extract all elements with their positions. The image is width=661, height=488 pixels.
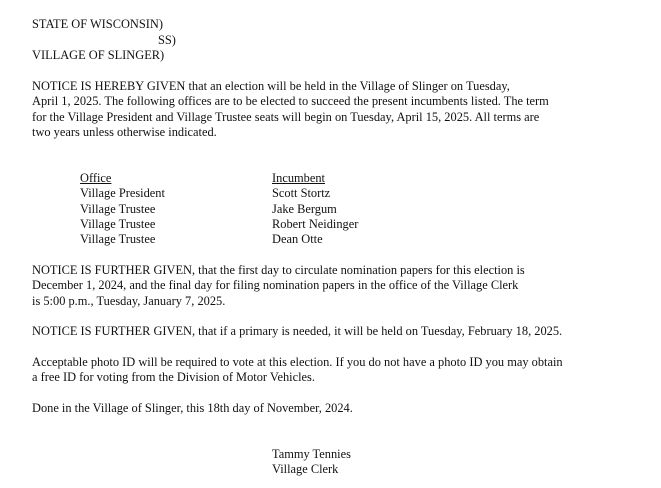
signature-name: Tammy Tennies [272, 447, 351, 461]
incumbent-cell: Robert Neidinger [272, 217, 359, 231]
nomination-line: is 5:00 p.m., Tuesday, January 7, 2025. [32, 294, 226, 308]
incumbent-cell: Scott Stortz [272, 186, 331, 200]
intro-line: two years unless otherwise indicated. [32, 125, 217, 139]
nomination-line: NOTICE IS FURTHER GIVEN, that the first day to circulate nomination papers for this election is [32, 263, 525, 277]
primary-line: NOTICE IS FURTHER GIVEN, that if a primary is needed, it will be held on Tuesday, February 18, 2025. [32, 324, 563, 338]
intro-line: NOTICE IS HEREBY GIVEN that an election will be held in the Village of Slinger on Tuesday, [32, 79, 510, 93]
office-cell: Village Trustee [80, 232, 156, 246]
photo-id-line: Acceptable photo ID will be required to vote at this election. If you do not have a photo ID you may obtain [32, 355, 563, 369]
office-cell: Village Trustee [80, 217, 156, 231]
office-cell: Village Trustee [80, 202, 156, 216]
incumbent-cell: Dean Otte [272, 232, 323, 246]
caption-ss: SS) [158, 33, 176, 47]
office-column-header: Office [80, 171, 112, 185]
intro-line: for the Village President and Village Trustee seats will begin on Tuesday, April 15, 2025. All terms are [32, 110, 540, 124]
nomination-line: December 1, 2024, and the final day for filing nomination papers in the office of the Village Clerk [32, 278, 519, 292]
intro-line: April 1, 2025. The following offices are to be elected to succeed the present incumbents listed. The term [32, 94, 549, 108]
office-cell: Village President [80, 186, 165, 200]
caption-state: STATE OF WISCONSIN) [32, 17, 163, 31]
photo-id-line: a free ID for voting from the Division of Motor Vehicles. [32, 370, 315, 384]
incumbent-column-header: Incumbent [272, 171, 325, 185]
done-line: Done in the Village of Slinger, this 18th day of November, 2024. [32, 401, 353, 415]
signature-title: Village Clerk [272, 462, 339, 476]
caption-village: VILLAGE OF SLINGER) [32, 48, 165, 62]
incumbent-cell: Jake Bergum [272, 202, 337, 216]
